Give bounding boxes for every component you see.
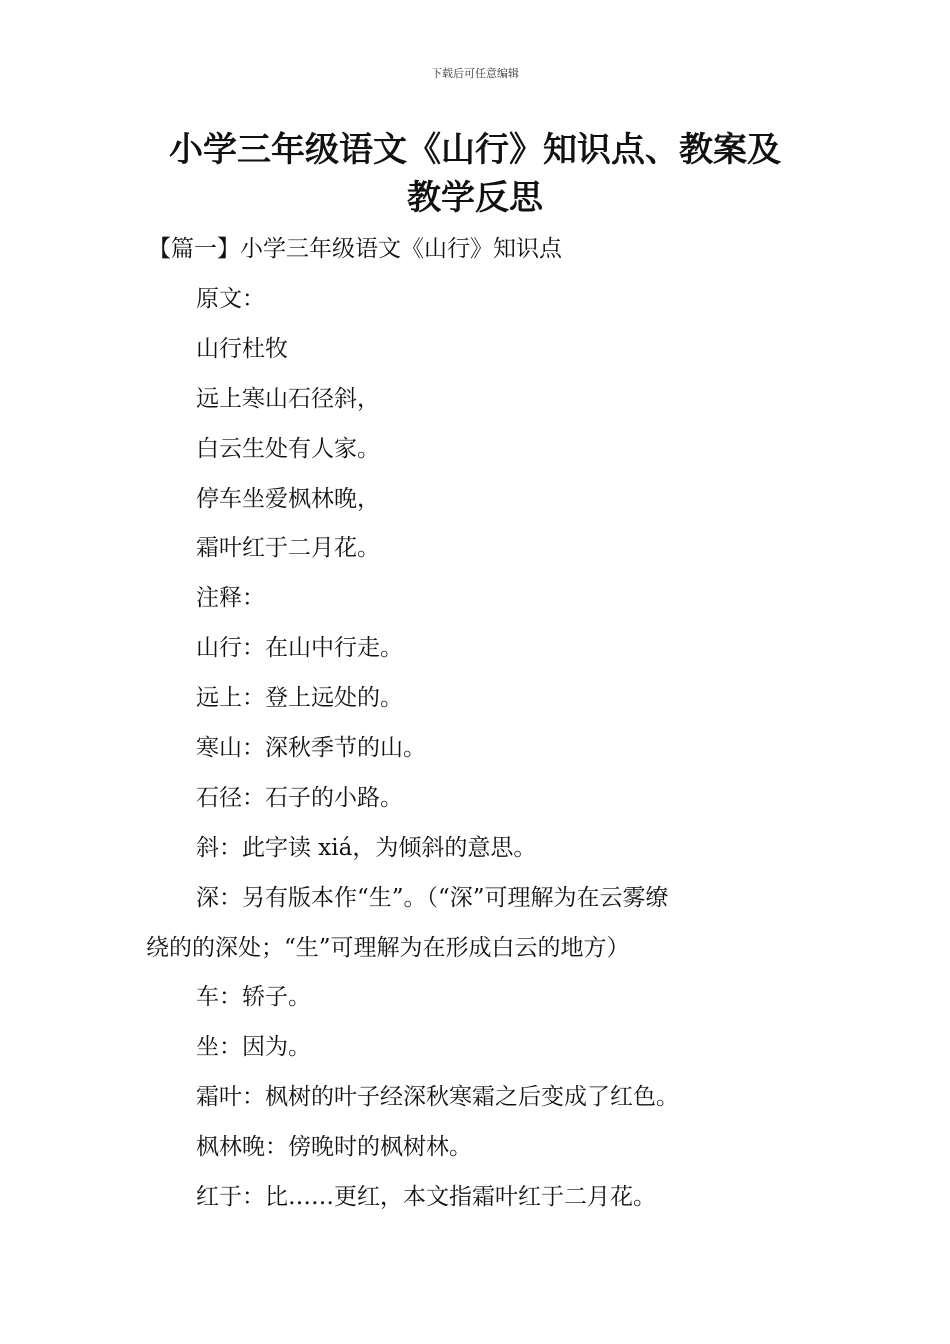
text-line (0, 1127, 950, 1177)
text-line (0, 429, 950, 479)
text-line-content: 远上寒山石径斜， (196, 385, 380, 412)
section-heading: 【篇一】小学三年级语文《山行》知识点 (148, 236, 562, 262)
text-line (0, 678, 950, 728)
text-line-content: 白云生处有人家。 (196, 435, 380, 462)
text-line-content: 石径：石子的小路。 (196, 784, 403, 811)
text-line (0, 379, 950, 429)
title-line-1: 小学三年级语文《山行》知识点、教案及 (169, 130, 781, 170)
text-line-content: 坐：因为。 (196, 1034, 311, 1061)
text-line (0, 528, 950, 578)
text-line-content: 车：轿子。 (196, 984, 311, 1011)
title-line-2: 教学反思 (407, 178, 543, 218)
text-line-content: 寒山：深秋季节的山。 (196, 735, 426, 762)
text-line (0, 279, 950, 329)
text-line-content: 霜叶红于二月花。 (196, 535, 380, 562)
text-line-content: 枫林晚：傍晚时的枫树林。 (196, 1134, 472, 1161)
text-line (0, 628, 950, 678)
text-line (0, 778, 950, 828)
text-line-continuation (0, 928, 950, 978)
text-line-content: 山行：在山中行走。 (196, 635, 403, 662)
text-line (0, 1027, 950, 1077)
text-line-content: 远上：登上远处的。 (196, 685, 403, 712)
text-line-content: 原文： (196, 286, 265, 312)
text-line (0, 977, 950, 1027)
text-line (0, 479, 950, 529)
text-line (0, 329, 950, 379)
text-line (0, 578, 950, 628)
text-line-content: 斜：此字读 xiá，为倾斜的意思。 (196, 834, 537, 861)
text-line (0, 1177, 950, 1227)
text-line-content: 注释： (196, 585, 265, 612)
body-text (0, 279, 950, 1227)
text-line (0, 1077, 950, 1127)
text-line-content: 红于：比……更红，本文指霜叶红于二月花。 (196, 1184, 656, 1211)
text-line-content: 停车坐爱枫林晚， (196, 485, 380, 512)
text-line (0, 728, 950, 778)
text-line (0, 878, 950, 928)
header-note: 下载后可任意编辑 (431, 67, 519, 80)
text-line-content: 深：另有版本作“生”。（“深”可理解为在云雾缭 (196, 884, 669, 911)
text-line-content: 绕的的深处；“生”可理解为在形成白云的地方） (146, 934, 630, 961)
text-line-content: 霜叶：枫树的叶子经深秋寒霜之后变成了红色。 (196, 1084, 679, 1111)
text-line-content: 山行杜牧 (196, 335, 288, 362)
document-title (100, 126, 850, 222)
text-line (0, 828, 950, 878)
